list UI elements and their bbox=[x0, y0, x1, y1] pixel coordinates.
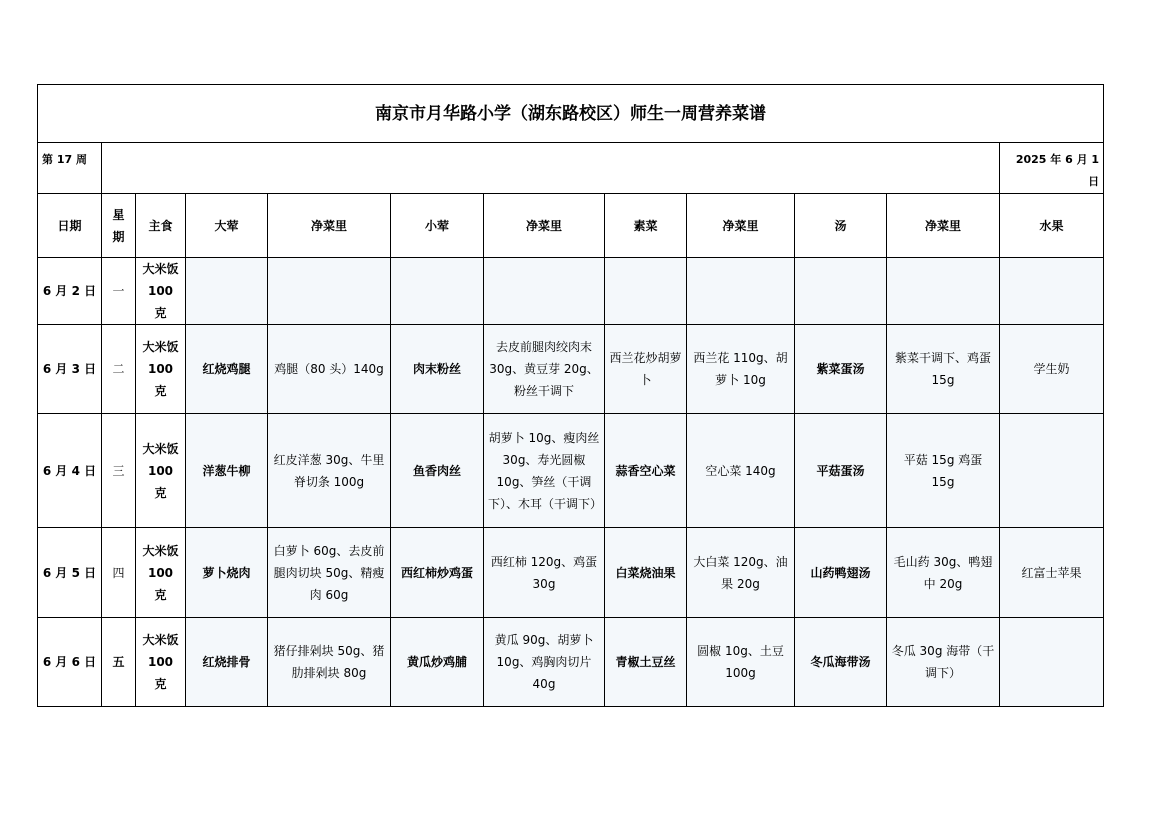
week-spacer bbox=[102, 143, 1000, 194]
day-date: 6 月 4 日 bbox=[38, 414, 102, 528]
day-date: 6 月 3 日 bbox=[38, 325, 102, 414]
big-meat-amount: 红皮洋葱 30g、牛里脊切条 100g bbox=[268, 414, 391, 528]
day-weekday: 五 bbox=[102, 618, 136, 707]
table-row bbox=[38, 258, 1104, 325]
table-row bbox=[38, 618, 1104, 707]
staple-name: 大米饭 bbox=[142, 441, 179, 456]
day-date: 6 月 2 日 bbox=[38, 258, 102, 325]
day-weekday: 四 bbox=[102, 528, 136, 618]
header-small-meat-amount: 净菜里 bbox=[484, 194, 605, 258]
veg-amount: 西兰花 110g、胡萝卜 10g bbox=[687, 325, 795, 414]
small-meat-amount: 去皮前腿肉绞肉末 30g、黄豆芽 20g、粉丝干调下 bbox=[484, 325, 605, 414]
table-row bbox=[38, 528, 1104, 618]
staple-cell bbox=[136, 325, 186, 414]
header-soup-amount: 净菜里 bbox=[887, 194, 1000, 258]
header-soup: 汤 bbox=[795, 194, 887, 258]
header-row bbox=[38, 194, 1104, 258]
small-meat-dish: 鱼香肉丝 bbox=[391, 414, 484, 528]
veg-dish bbox=[605, 258, 687, 325]
fruit bbox=[1000, 618, 1104, 707]
big-meat-amount: 鸡腿（80 头）140g bbox=[268, 325, 391, 414]
staple-name: 大米饭 bbox=[142, 633, 179, 647]
veg-amount bbox=[687, 258, 795, 325]
staple-amount: 100 克 bbox=[147, 362, 174, 398]
staple-cell bbox=[136, 414, 186, 528]
small-meat-amount: 黄瓜 90g、胡萝卜 10g、鸡胸肉切片 40g bbox=[484, 618, 605, 707]
staple-amount: 100 克 bbox=[147, 655, 174, 691]
table-row bbox=[38, 325, 1104, 414]
day-weekday: 二 bbox=[102, 325, 136, 414]
header-weekday bbox=[102, 194, 136, 258]
fruit bbox=[1000, 258, 1104, 325]
big-meat-amount bbox=[268, 258, 391, 325]
header-weekday-char-1: 星 bbox=[112, 207, 125, 222]
big-meat-dish: 洋葱牛柳 bbox=[186, 414, 268, 528]
soup-amount: 毛山药 30g、鸭翅中 20g bbox=[887, 528, 1000, 618]
fruit bbox=[1000, 414, 1104, 528]
header-date: 日期 bbox=[38, 194, 102, 258]
veg-amount: 圆椒 10g、土豆 100g bbox=[687, 618, 795, 707]
week-number: 第 17 周 bbox=[38, 143, 102, 194]
header-veg: 素菜 bbox=[605, 194, 687, 258]
small-meat-amount: 胡萝卜 10g、瘦肉丝 30g、寿光圆椒 10g、笋丝（干调下）、木耳（干调下） bbox=[484, 414, 605, 528]
fruit: 红富士苹果 bbox=[1000, 528, 1104, 618]
header-big-meat-amount: 净菜里 bbox=[268, 194, 391, 258]
soup-amount: 平菇 15g 鸡蛋 15g bbox=[887, 414, 1000, 528]
veg-dish: 青椒土豆丝 bbox=[605, 618, 687, 707]
big-meat-amount: 猪仔排剁块 50g、猪肋排剁块 80g bbox=[268, 618, 391, 707]
big-meat-dish: 萝卜烧肉 bbox=[186, 528, 268, 618]
soup-dish: 山药鸭翅汤 bbox=[795, 528, 887, 618]
small-meat-amount bbox=[484, 258, 605, 325]
veg-dish: 西兰花炒胡萝卜 bbox=[605, 325, 687, 414]
staple-name: 大米饭 bbox=[142, 340, 179, 354]
small-meat-dish: 黄瓜炒鸡脯 bbox=[391, 618, 484, 707]
day-weekday: 三 bbox=[102, 414, 136, 528]
veg-dish: 蒜香空心菜 bbox=[605, 414, 687, 528]
day-weekday: 一 bbox=[102, 258, 136, 325]
page-title: 南京市月华路小学（湖东路校区）师生一周营养菜谱 bbox=[38, 85, 1104, 143]
header-small-meat: 小荤 bbox=[391, 194, 484, 258]
day-date: 6 月 5 日 bbox=[38, 528, 102, 618]
fruit: 学生奶 bbox=[1000, 325, 1104, 414]
veg-amount: 大白菜 120g、油果 20g bbox=[687, 528, 795, 618]
staple-amount: 100 克 bbox=[147, 565, 174, 602]
veg-dish: 白菜烧油果 bbox=[605, 528, 687, 618]
soup-amount: 冬瓜 30g 海带（干调下） bbox=[887, 618, 1000, 707]
header-veg-amount: 净菜里 bbox=[687, 194, 795, 258]
big-meat-dish: 红烧鸡腿 bbox=[186, 325, 268, 414]
soup-amount: 紫菜干调下、鸡蛋 15g bbox=[887, 325, 1000, 414]
soup-amount bbox=[887, 258, 1000, 325]
staple-amount: 100 克 bbox=[147, 284, 174, 320]
staple-name: 大米饭 bbox=[142, 543, 179, 558]
big-meat-dish: 红烧排骨 bbox=[186, 618, 268, 707]
veg-amount: 空心菜 140g bbox=[687, 414, 795, 528]
big-meat-dish bbox=[186, 258, 268, 325]
small-meat-dish: 西红柿炒鸡蛋 bbox=[391, 528, 484, 618]
big-meat-amount: 白萝卜 60g、去皮前腿肉切块 50g、精瘦肉 60g bbox=[268, 528, 391, 618]
staple-name: 大米饭 bbox=[142, 262, 179, 276]
small-meat-amount: 西红柿 120g、鸡蛋 30g bbox=[484, 528, 605, 618]
soup-dish: 冬瓜海带汤 bbox=[795, 618, 887, 707]
header-fruit: 水果 bbox=[1000, 194, 1104, 258]
header-big-meat: 大荤 bbox=[186, 194, 268, 258]
issue-date: 2025 年 6 月 1 日 bbox=[1000, 143, 1104, 194]
soup-dish bbox=[795, 258, 887, 325]
menu-table bbox=[37, 84, 1104, 707]
day-date: 6 月 6 日 bbox=[38, 618, 102, 707]
table-row bbox=[38, 414, 1104, 528]
soup-dish: 平菇蛋汤 bbox=[795, 414, 887, 528]
header-weekday-char-2: 期 bbox=[112, 229, 125, 244]
header-staple: 主食 bbox=[136, 194, 186, 258]
small-meat-dish bbox=[391, 258, 484, 325]
staple-amount: 100 克 bbox=[147, 463, 174, 500]
small-meat-dish: 肉末粉丝 bbox=[391, 325, 484, 414]
staple-cell bbox=[136, 528, 186, 618]
soup-dish: 紫菜蛋汤 bbox=[795, 325, 887, 414]
staple-cell bbox=[136, 618, 186, 707]
staple-cell bbox=[136, 258, 186, 325]
